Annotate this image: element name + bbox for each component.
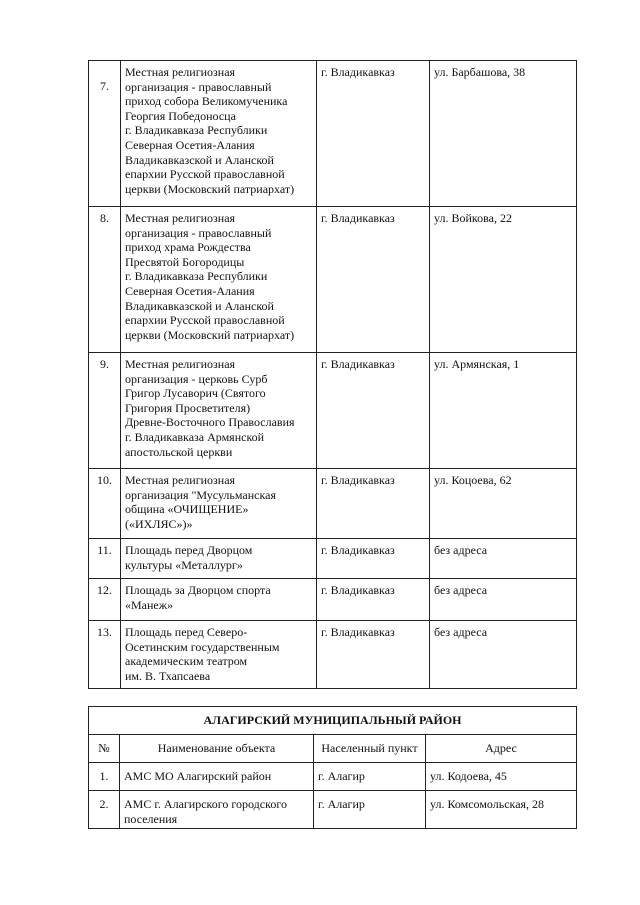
header-address: Адрес [426, 735, 577, 763]
object-name: Площадь перед Дворцом культуры «Металлург» [121, 539, 317, 579]
district-title: АЛАГИРСКИЙ МУНИЦИПАЛЬНЫЙ РАЙОН [89, 707, 577, 735]
object-name: АМС г. Алагирского городского поселения [120, 791, 314, 829]
row-number: 2. [89, 791, 120, 829]
table-row [89, 621, 577, 689]
object-name: АМС МО Алагирский район [120, 763, 314, 791]
settlement: г. Владикавказ [317, 469, 430, 539]
settlement: г. Алагир [314, 791, 426, 829]
header-settlement: Населенный пункт [314, 735, 426, 763]
settlement: г. Владикавказ [317, 207, 430, 353]
header-row [89, 735, 577, 763]
row-number: 11. [89, 539, 121, 579]
address: без адреса [430, 579, 577, 621]
address: ул. Кодоева, 45 [426, 763, 577, 791]
settlement: г. Владикавказ [317, 61, 430, 207]
table-row [89, 469, 577, 539]
row-number: 10. [89, 469, 121, 539]
object-name: Местная религиозная организация - православный приход храма Рождества Пресвятой Богородицы г. Владикавказа Республики Северная Осетия-Алания Владикавказской и Аланской епархии Русской православной церкви (Московский патриархат) [121, 207, 317, 353]
object-name: Местная религиозная организация "Мусульманская община «ОЧИЩЕНИЕ» («ИХЛЯС»)» [121, 469, 317, 539]
settlement: г. Владикавказ [317, 621, 430, 689]
table-row [89, 791, 577, 829]
address: ул. Коцоева, 62 [430, 469, 577, 539]
row-number: 8. [89, 207, 121, 353]
object-name: Местная религиозная организация - церковь Сурб Григор Лусаворич (Святого Григория Просветителя) Древне-Восточного Православия г. Владикавказа Армянской апостольской церкви [121, 353, 317, 469]
table-row [89, 61, 577, 207]
settlement: г. Владикавказ [317, 539, 430, 579]
object-name: Площадь за Дворцом спорта «Манеж» [121, 579, 317, 621]
table-row [89, 353, 577, 469]
row-number: 7. [89, 61, 121, 207]
address: ул. Барбашова, 38 [430, 61, 577, 207]
address: без адреса [430, 621, 577, 689]
header-name: Наименование объекта [120, 735, 314, 763]
settlement: г. Алагир [314, 763, 426, 791]
row-number: 13. [89, 621, 121, 689]
address: ул. Армянская, 1 [430, 353, 577, 469]
header-num: № [89, 735, 120, 763]
table-row [89, 579, 577, 621]
settlement: г. Владикавказ [317, 579, 430, 621]
row-number: 9. [89, 353, 121, 469]
object-name: Площадь перед Северо- Осетинским государственным академическим театром им. В. Тхапсаева [121, 621, 317, 689]
objects-table-alagir [88, 706, 577, 829]
table-row [89, 207, 577, 353]
settlement: г. Владикавказ [317, 353, 430, 469]
address: без адреса [430, 539, 577, 579]
row-number: 12. [89, 579, 121, 621]
table-row [89, 539, 577, 579]
objects-table-vladikavkaz [88, 60, 577, 689]
address: ул. Комсомольская, 28 [426, 791, 577, 829]
table-row [89, 763, 577, 791]
district-title-row [89, 707, 577, 735]
row-number: 1. [89, 763, 120, 791]
address: ул. Войкова, 22 [430, 207, 577, 353]
object-name: Местная религиозная организация - православный приход собора Великомученика Георгия Победоносца г. Владикавказа Республики Северная Осетия-Алания Владикавказской и Аланской епархии Русской православной церкви (Московский патриархат) [121, 61, 317, 207]
